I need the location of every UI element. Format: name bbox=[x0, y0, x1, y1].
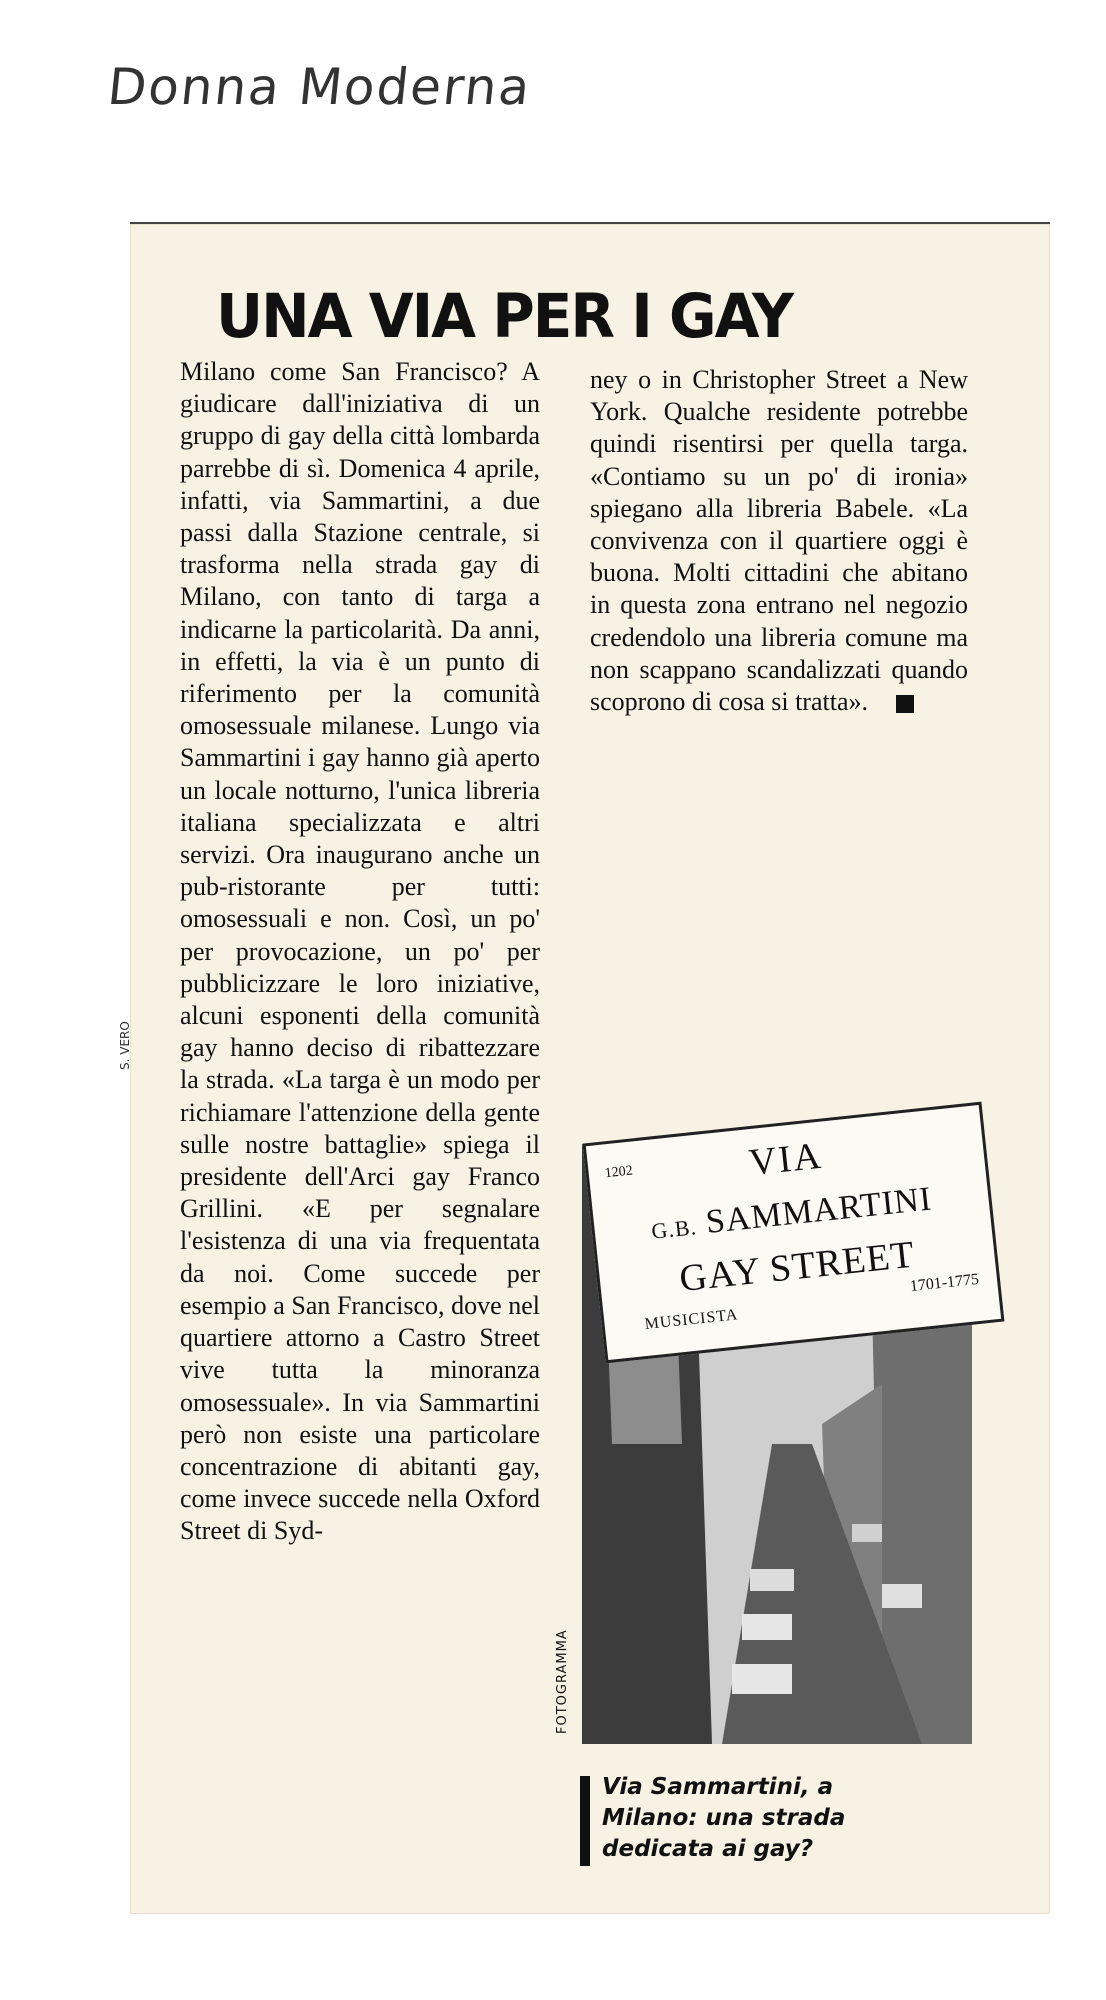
sign-years: 1701-1775 bbox=[909, 1270, 980, 1296]
sign-initials: G.B. bbox=[650, 1214, 699, 1244]
margin-mark: S. VERO bbox=[118, 1021, 132, 1070]
article-text-right-body: ney o in Christopher Street a New York. Qualche residente potrebbe quindi risentirsi per quella targa. «Contiamo su un po' di ironia» spiegano alla libreria Babele. «La convivenza con il quartiere oggi è buona. Molti cittadini che abitano in questa zona entrano nel negozio credendolo una libreria comune ma non scappano scandalizzati quando scoprono di cosa si tratta». bbox=[590, 365, 968, 717]
caption-bar bbox=[580, 1776, 590, 1866]
article-text-left: Milano come San Francisco? A giudicare dall'iniziativa di un gruppo di gay della città lombarda parrebbe di sì. Domenica 4 aprile, infatti, via Sammartini, a due passi dalla Stazione centrale, si trasforma nella strada gay di Milano, con tanto di targa a indicarne la particolarità. Da anni, in effetti, la via è un punto di riferimento per la comunità omosessuale milanese. Lungo via Sammartini i gay hanno già aperto un locale notturno, l'unica libreria italiana specializzata e altri servizi. Ora inaugurano anche un pub-ristorante per tutti: omosessuali e non. Così, un po' per provocazione, un po' per pubblicizzare le loro iniziative, alcuni esponenti della comunità gay hanno deciso di ribattezzare la strada. «La targa è un modo per richiamare l'attenzione della gente sulle nostre battaglie» spiega il presidente dell'Arci gay Franco Grillini. «E per segnalare l'esistenza di una via frequentata da noi. Come succede per esempio a San Francisco, dove nel quartiere attorno a Castro Street vive tutta la minoranza omosessuale». In via Sammartini però non esiste una particolare concentrazione di abitanti gay, come invece succede nella Oxford Street di Syd- bbox=[180, 357, 540, 1546]
sign-gay-street: GAY STREET bbox=[677, 1233, 917, 1301]
sign-number: 1202 bbox=[604, 1163, 634, 1182]
handwritten-label: Donna Moderna bbox=[104, 58, 535, 116]
photo-credit: FOTOGRAMMA bbox=[555, 1629, 570, 1734]
sign-surname: SAMMARTINI bbox=[704, 1180, 934, 1241]
newspaper-clipping bbox=[130, 222, 1050, 1914]
headline: UNA VIA PER I GAY bbox=[216, 280, 792, 352]
photo-caption: Via Sammartini, a Milano: una strada dedicata ai gay? bbox=[602, 1774, 846, 1862]
end-of-article-square-icon bbox=[896, 695, 914, 713]
sign-profession: MUSICISTA bbox=[643, 1306, 740, 1334]
article-column-right bbox=[590, 364, 968, 718]
article-column-left bbox=[180, 356, 540, 1548]
sign-via: VIA bbox=[747, 1134, 825, 1185]
street-sign bbox=[583, 1102, 1005, 1364]
article-text-right bbox=[590, 364, 968, 718]
